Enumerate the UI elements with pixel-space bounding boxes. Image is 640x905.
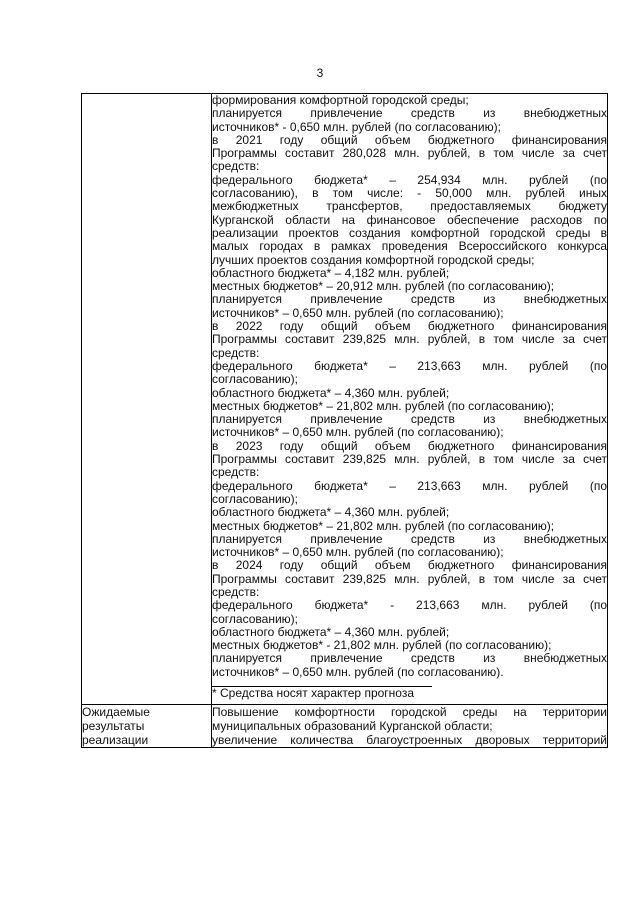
financing-line: согласованию); xyxy=(212,611,298,626)
financing-line: межбюджетных трансфертов, предоставляемых бюджету xyxy=(212,199,607,214)
results-row xyxy=(82,705,608,748)
financing-line: в 2024 году общий объем бюджетного финансирования xyxy=(212,558,607,573)
financing-line: федерального бюджета* – 213,663 млн. рублей (по xyxy=(212,478,607,493)
financing-line: областного бюджета* – 4,182 млн. рублей; xyxy=(212,265,450,280)
financing-line: Программы составит 280,028 млн. рублей, в том числе за счет xyxy=(212,146,607,161)
financing-line: Программы составит 239,825 млн. рублей, в том числе за счет xyxy=(212,452,607,467)
financing-line: местных бюджетов* – 21,802 млн. рублей (по согласованию); xyxy=(212,518,555,533)
financing-line: источников* – 0,650 млн. рублей (по согласованию); xyxy=(212,305,504,320)
financing-line: Программы составит 239,825 млн. рублей, в том числе за счет xyxy=(212,332,607,347)
page-number: 3 xyxy=(316,66,324,80)
financing-line: средств: xyxy=(212,159,260,174)
financing-line: федерального бюджета* – 213,663 млн. рублей (по xyxy=(212,358,607,373)
financing-text xyxy=(212,94,607,679)
financing-line: областного бюджета* – 4,360 млн. рублей; xyxy=(212,505,450,520)
results-label-line: реализации xyxy=(82,733,149,748)
financing-line: местных бюджетов* - 21,802 млн. рублей (по согласованию); xyxy=(212,638,552,653)
financing-line: согласованию), в том числе: - 50,000 млн. рублей иных xyxy=(212,186,607,201)
financing-line: средств: xyxy=(212,345,260,360)
financing-line: источников* – 0,650 млн. рублей (по согласованию); xyxy=(212,425,504,440)
financing-line: федерального бюджета* - 213,663 млн. рублей (по xyxy=(212,598,607,613)
financing-line: источников* – 0,650 млн. рублей (по согласованию); xyxy=(212,545,504,560)
results-text-line: муниципальных образований Курганской области; xyxy=(212,719,493,734)
financing-line: источников* - 0,650 млн. рублей (по согласованию); xyxy=(212,119,501,134)
financing-line: областного бюджета* – 4,360 млн. рублей; xyxy=(212,624,450,639)
financing-line: в 2021 году общий объем бюджетного финансирования xyxy=(212,132,607,147)
financing-line: планируется привлечение средств из внебюджетных xyxy=(212,531,607,546)
financing-line: местных бюджетов* – 21,802 млн. рублей (по согласованию); xyxy=(212,398,555,413)
financing-line: Курганской области на финансовое обеспечение расходов по xyxy=(212,212,607,227)
financing-line: планируется привлечение средств из внебюджетных xyxy=(212,412,607,427)
financing-line: местных бюджетов* – 20,912 млн. рублей (по согласованию); xyxy=(212,279,555,294)
financing-line: планируется привлечение средств из внебюджетных xyxy=(212,651,607,666)
financing-line: согласованию); xyxy=(212,491,298,506)
financing-line: в 2023 году общий объем бюджетного финансирования xyxy=(212,438,607,453)
financing-line: в 2022 году общий объем бюджетного финансирования xyxy=(212,319,607,334)
financing-line: планируется привлечение средств из внебюджетных xyxy=(212,106,607,121)
financing-line: малых городах в рамках проведения Всероссийского конкурса xyxy=(212,239,607,254)
passport-table xyxy=(81,93,608,748)
financing-line: формирования комфортной городской среды; xyxy=(212,93,469,107)
financing-row xyxy=(82,94,608,705)
results-text-cell xyxy=(212,705,608,748)
results-text-line: Повышение комфортности городской среды на территории xyxy=(212,705,607,720)
financing-line: планируется привлечение средств из внебюджетных xyxy=(212,292,607,307)
financing-label-cell xyxy=(82,94,212,705)
financing-line: Программы составит 239,825 млн. рублей, в том числе за счет xyxy=(212,571,607,586)
financing-line: средств: xyxy=(212,465,260,480)
financing-line: источников* – 0,650 млн. рублей (по согласованию). xyxy=(212,664,504,679)
financing-line: реализации проектов создания комфортной городской среды в xyxy=(212,225,607,240)
financing-line: лучших проектов создания комфортной городской среды; xyxy=(212,252,535,267)
financing-line: областного бюджета* – 4,360 млн. рублей; xyxy=(212,385,450,400)
results-label-line: результаты xyxy=(82,719,145,734)
results-text-line: увеличение количества благоустроенных дворовых территорий xyxy=(212,733,607,748)
footnote: * Средства носят характер прогноза xyxy=(212,686,415,701)
financing-line: средств: xyxy=(212,584,260,599)
financing-line: согласованию); xyxy=(212,372,298,387)
results-label-cell xyxy=(82,705,212,748)
financing-line: федерального бюджета* – 254,934 млн. рублей (по xyxy=(212,172,607,187)
results-label-line: Ожидаемые xyxy=(82,705,150,720)
financing-text-cell xyxy=(212,94,608,705)
